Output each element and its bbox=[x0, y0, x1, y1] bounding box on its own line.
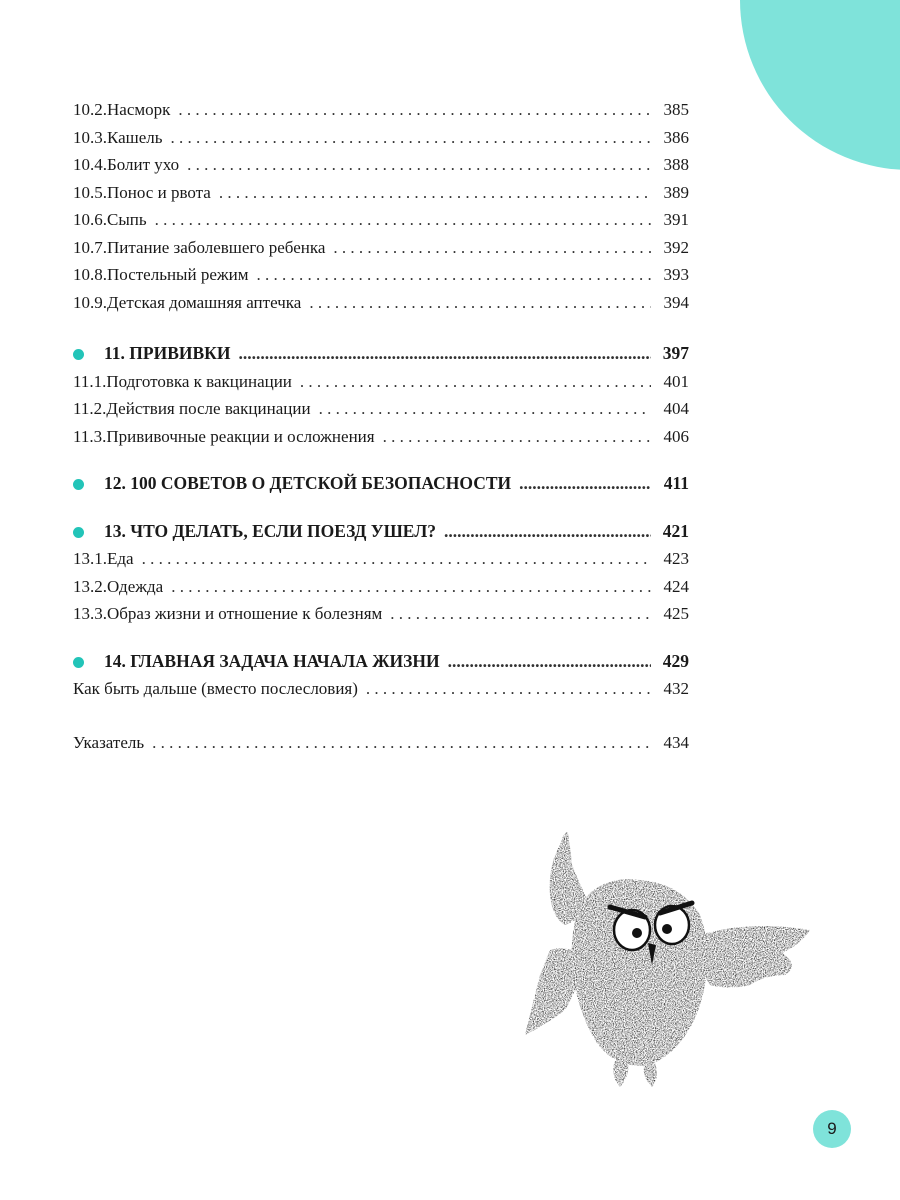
dot-leader bbox=[519, 470, 651, 498]
toc-chapter-page: 429 bbox=[662, 650, 689, 671]
toc-chapter-13[interactable] bbox=[73, 518, 689, 546]
toc-entry[interactable] bbox=[73, 234, 689, 262]
toc-entry[interactable] bbox=[73, 600, 689, 628]
toc-chapter-11[interactable] bbox=[73, 340, 689, 368]
dot-leader bbox=[219, 179, 651, 207]
toc-entry-label: 10.4.Болит ухо bbox=[73, 155, 180, 174]
toc-chapter-page: 397 bbox=[662, 343, 689, 363]
toc-entry-page: 394 bbox=[663, 292, 689, 312]
toc-entry[interactable] bbox=[73, 124, 689, 152]
toc-entry-page: 393 bbox=[663, 265, 689, 284]
chapter-bullet-icon bbox=[73, 349, 84, 360]
dot-leader bbox=[309, 289, 651, 317]
dot-leader bbox=[300, 368, 651, 396]
toc-chapter-page: 421 bbox=[662, 520, 689, 541]
toc-entry-label: 13.1.Еда bbox=[73, 549, 134, 568]
dot-leader bbox=[448, 648, 651, 676]
toc-chapter-label: 13. ЧТО ДЕЛАТЬ, ЕСЛИ ПОЕЗД УШЕЛ? bbox=[104, 520, 437, 541]
toc-entry[interactable] bbox=[73, 206, 689, 234]
dot-leader bbox=[171, 124, 651, 152]
dot-leader bbox=[142, 545, 651, 573]
toc-chapter-12[interactable] bbox=[73, 470, 689, 498]
toc-entry-label: Как быть дальше (вместо послесловия) bbox=[73, 679, 358, 698]
toc-entry-label: Указатель bbox=[73, 732, 145, 752]
toc-entry[interactable] bbox=[73, 423, 689, 451]
toc-entry-page: 386 bbox=[663, 127, 689, 147]
dot-leader bbox=[390, 600, 651, 628]
toc-entry-label: 10.8.Постельный режим bbox=[73, 265, 249, 284]
toc-entry[interactable] bbox=[73, 96, 689, 124]
toc-entry-page: 432 bbox=[663, 679, 689, 698]
toc-entry-label: 10.9.Детская домашняя аптечка bbox=[73, 292, 302, 312]
toc-entry[interactable] bbox=[73, 395, 689, 423]
toc-entry[interactable] bbox=[73, 368, 689, 396]
dot-leader bbox=[366, 675, 651, 703]
dot-leader bbox=[155, 206, 651, 234]
toc-chapter-label: 14. ГЛАВНАЯ ЗАДАЧА НАЧАЛА ЖИЗНИ bbox=[104, 650, 440, 671]
toc-entry[interactable] bbox=[73, 261, 689, 289]
toc-entry-label: 10.3.Кашель bbox=[73, 127, 163, 147]
corner-decoration bbox=[740, 0, 900, 170]
toc-entry-page: 391 bbox=[663, 210, 689, 229]
toc-chapter-label: 12. 100 СОВЕТОВ О ДЕТСКОЙ БЕЗОПАСНОСТИ bbox=[104, 473, 512, 493]
toc-chapter-14[interactable] bbox=[73, 648, 689, 676]
toc-entry-page: 385 bbox=[663, 100, 689, 119]
table-of-contents bbox=[73, 96, 689, 756]
toc-entry-label: 13.2.Одежда bbox=[73, 576, 164, 596]
dot-leader bbox=[178, 96, 651, 124]
toc-entry-label: 10.5.Понос и рвота bbox=[73, 182, 211, 202]
toc-entry-label: 10.2.Насморк bbox=[73, 100, 171, 119]
toc-entry-label: 13.3.Образ жизни и отношение к болезням bbox=[73, 604, 383, 623]
toc-entry-label: 11.2.Действия после вакцинации bbox=[73, 399, 311, 418]
dot-leader bbox=[444, 518, 651, 546]
toc-entry-page: 423 bbox=[663, 549, 689, 568]
toc-entry-label: 11.3.Прививочные реакции и осложнения bbox=[73, 426, 375, 446]
dot-leader bbox=[383, 423, 651, 451]
toc-entry-page: 388 bbox=[663, 155, 689, 174]
toc-entry-page: 424 bbox=[663, 576, 689, 596]
toc-entry-label: 11.1.Подготовка к вакцинации bbox=[73, 371, 292, 391]
toc-entry-label: 10.6.Сыпь bbox=[73, 210, 147, 229]
owl-illustration bbox=[520, 825, 820, 1095]
toc-index[interactable] bbox=[73, 729, 689, 757]
toc-entry[interactable] bbox=[73, 289, 689, 317]
toc-entry[interactable] bbox=[73, 573, 689, 601]
toc-entry-label: 10.7.Питание заболевшего ребенка bbox=[73, 237, 326, 257]
toc-chapter-page: 411 bbox=[663, 473, 689, 493]
dot-leader bbox=[152, 729, 651, 757]
toc-entry-page: 425 bbox=[663, 604, 689, 623]
dot-leader bbox=[333, 234, 651, 262]
dot-leader bbox=[319, 395, 651, 423]
dot-leader bbox=[171, 573, 651, 601]
toc-entry-page: 392 bbox=[663, 237, 689, 257]
toc-entry-page: 406 bbox=[663, 426, 689, 446]
chapter-bullet-icon bbox=[73, 657, 84, 668]
toc-entry-page: 401 bbox=[663, 371, 689, 391]
toc-chapter-label: 11. ПРИВИВКИ bbox=[104, 343, 231, 363]
dot-leader bbox=[187, 151, 651, 179]
chapter-bullet-icon bbox=[73, 527, 84, 538]
page-number-badge: 9 bbox=[813, 1110, 851, 1148]
dot-leader bbox=[256, 261, 651, 289]
toc-entry-page: 434 bbox=[663, 732, 689, 752]
toc-entry-page: 404 bbox=[663, 399, 689, 418]
chapter-bullet-icon bbox=[73, 479, 84, 490]
toc-entry[interactable] bbox=[73, 179, 689, 207]
toc-entry[interactable] bbox=[73, 545, 689, 573]
toc-afterword[interactable] bbox=[73, 675, 689, 703]
dot-leader bbox=[238, 340, 651, 368]
toc-entry-page: 389 bbox=[663, 182, 689, 202]
toc-entry[interactable] bbox=[73, 151, 689, 179]
